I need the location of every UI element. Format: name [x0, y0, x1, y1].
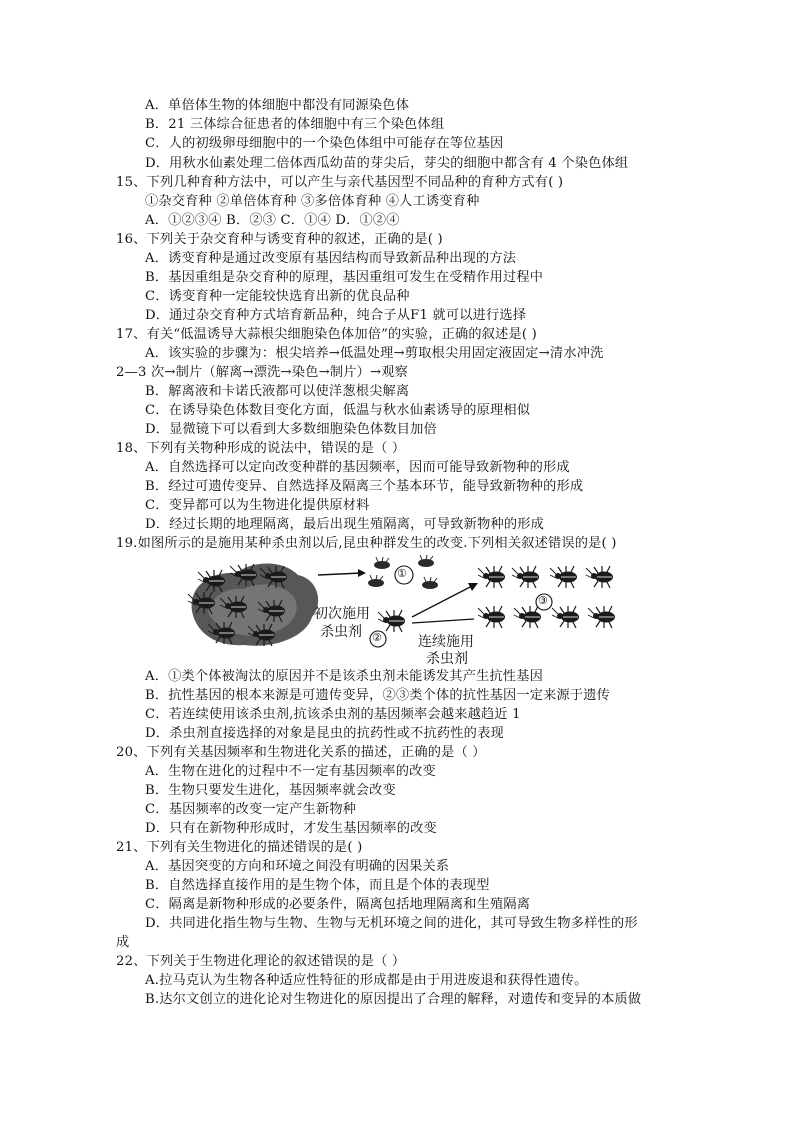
bug-icon [514, 606, 541, 628]
q18-option-c: C．变异都可以为生物进化提供原材料 [145, 498, 370, 513]
q21-option-a: A．基因突变的方向和环境之间没有明确的因果关系 [145, 859, 450, 874]
q14-option-c: C．人的初级卵母细胞中的一个染色体组中可能存在等位基因 [145, 136, 504, 151]
q20-stem: 20、下列有关基因频率和生物进化关系的描述，正确的是（ ） [116, 745, 486, 760]
q19-stem: 19.如图所示的是施用某种杀虫剂以后,昆虫种群发生的改变.下列相关叙述错误的是( ) [116, 536, 617, 551]
dead-bug-icon [374, 557, 390, 569]
q19-option-c: C．若连续使用该杀虫剂,抗该杀虫剂的基因频率会越来越趋近 1 [145, 707, 521, 722]
q21-option-c: C．隔离是新物种形成的必要条件，隔离包括地理隔离和生殖隔离 [145, 897, 531, 912]
q20-option-b: B．生物只要发生进化，基因频率就会改变 [145, 783, 396, 798]
figure-label-continued-use-2: 杀虫剂 [426, 651, 468, 667]
dead-bug-icon [422, 577, 438, 589]
figure-label-continued-use: 连续施用 [418, 634, 474, 650]
q20-option-a: A．生物在进化的过程中不一定有基因频率的改变 [145, 764, 436, 779]
q21-stem: 21、下列有关生物进化的描述错误的是( ) [116, 840, 363, 855]
bug-icon [588, 606, 615, 628]
q22-stem: 22、下列关于生物进化理论的叙述错误的是（ ） [116, 954, 406, 969]
bug-icon [550, 566, 577, 588]
q18-option-b: B．经过可遗传变异、自然选择及隔离三个基本环节，能导致新物种的形成 [145, 479, 584, 494]
q14-option-d: D．用秋水仙素处理二倍体西瓜幼苗的芽尖后，芽尖的细胞中都含有 4 个染色体组 [145, 156, 629, 171]
figure-mark-2: ② [372, 631, 382, 644]
q17-option-d: D．显微镜下可以看到大多数细胞染色体数目加倍 [145, 422, 437, 437]
q17-option-c: C．在诱导染色体数目变化方面，低温与秋水仙素诱导的原理相似 [145, 403, 531, 418]
dead-bug-icon [368, 575, 384, 587]
q20-option-c: C．基因频率的改变一定产生新物种 [145, 802, 357, 817]
q16-option-d: D．通过杂交育种方式培育新品种，纯合子从F1 就可以进行选择 [145, 308, 527, 323]
q16-stem: 16、下列关于杂交育种与诱变育种的叙述，正确的是( ) [116, 232, 443, 247]
q17-option-b: B．解离液和卡诺氏液都可以使洋葱根尖解离 [145, 384, 410, 399]
q17-option-a: A．该实验的步骤为：根尖培养→低温处理→剪取根尖用固定液固定→清水冲洗 [145, 346, 604, 361]
q22-option-b: B.达尔文创立的进化论对生物进化的原因提出了合理的解释，对遗传和变异的本质做 [145, 992, 642, 1007]
q18-option-d: D．经过长期的地理隔离，最后出现生殖隔离，可导致新物种的形成 [145, 517, 545, 532]
bug-icon [478, 566, 505, 588]
figure-label-first-use: 初次施用 [314, 606, 370, 622]
insecticide-figure [186, 553, 676, 667]
q18-stem: 18、下列有关物种形成的说法中，错误的是（ ） [116, 441, 406, 456]
q15-items: ①杂交育种 ②单倍体育种 ③多倍体育种 ④人工诱变育种 [145, 194, 480, 209]
bug-icon [378, 610, 405, 632]
q21-option-d-continued: 成 [116, 935, 130, 950]
q15-options: A．①②③④ B．②③ C．①④ D．①②④ [145, 213, 400, 228]
q14-option-b: B．21 三体综合征患者的体细胞中有三个染色体组 [145, 117, 445, 132]
bug-icon [552, 606, 579, 628]
q18-option-a: A．自然选择可以定向改变种群的基因频率，因而可能导致新物种的形成 [145, 460, 570, 475]
bug-icon [586, 566, 613, 588]
figure-label-first-use-2: 杀虫剂 [320, 624, 362, 640]
q21-option-b: B．自然选择直接作用的是生物个体，而且是个体的表现型 [145, 878, 490, 893]
q16-option-b: B．基因重组是杂交育种的原理，基因重组可发生在受精作用过程中 [145, 270, 544, 285]
q20-option-d: D．只有在新物种形成时，才发生基因频率的改变 [145, 821, 437, 836]
q15-stem: 15、下列几种育种方法中，可以产生与亲代基因型不同品种的育种方式有( ) [116, 175, 564, 190]
q22-option-a: A.拉马克认为生物各种适应性特征的形成都是由于用进废退和获得性遗传。 [145, 973, 588, 988]
figure-mark-3: ③ [538, 594, 548, 607]
q16-option-a: A．诱变育种是通过改变原有基因结构而导致新品种出现的方法 [145, 251, 517, 266]
q16-option-c: C．诱变育种一定能较快选育出新的优良品种 [145, 289, 410, 304]
q19-option-d: D．杀虫剂直接选择的对象是昆虫的抗药性或不抗药性的表现 [145, 726, 504, 741]
q19-option-a: A．①类个体被淘汰的原因并不是该杀虫剂未能诱发其产生抗性基因 [145, 669, 543, 684]
q17-option-a-continued: 2—3 次→制片（解离→漂洗→染色→制片）→观察 [116, 365, 409, 380]
q19-option-b: B．抗性基因的根本来源是可遗传变异，②③类个体的抗性基因一定来源于遗传 [145, 688, 611, 703]
dead-bug-icon [418, 555, 434, 567]
q14-option-a: A．单倍体生物的体细胞中都没有同源染色体 [145, 98, 410, 113]
bug-icon [512, 566, 539, 588]
figure-mark-1: ① [397, 567, 407, 580]
bug-icon [478, 606, 505, 628]
q21-option-d: D．共同进化指生物与生物、生物与无机环境之间的进化，其可导致生物多样性的形 [145, 916, 638, 931]
q17-stem: 17、有关“低温诱导大蒜根尖细胞染色体加倍”的实验，正确的叙述是( ) [116, 327, 537, 342]
